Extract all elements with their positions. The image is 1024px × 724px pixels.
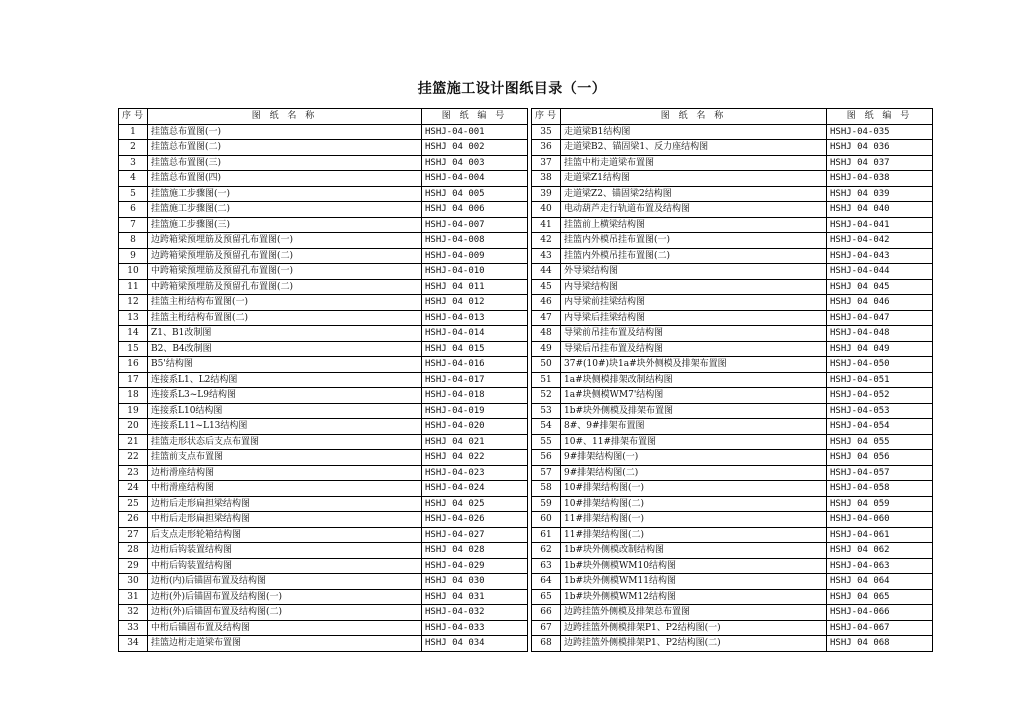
drawing-code: HSHJ-04-053: [827, 403, 933, 419]
drawing-code: HSHJ 04 021: [422, 434, 528, 450]
table-header-row: [532, 109, 933, 125]
table-row: [119, 543, 528, 559]
table-row: [119, 558, 528, 574]
drawing-name: 挂篮总布置图(四): [148, 171, 422, 187]
row-number: 29: [119, 558, 148, 574]
drawing-name: 挂篮走形状态后支点布置图: [148, 434, 422, 450]
drawing-name: 走道梁Z2、锚固梁2结构图: [561, 186, 827, 202]
drawing-code: HSHJ-04-035: [827, 124, 933, 140]
drawing-code: HSHJ-04-063: [827, 558, 933, 574]
drawing-name: 内导梁结构图: [561, 279, 827, 295]
drawing-name: 导梁后吊挂布置及结构图: [561, 341, 827, 357]
drawing-code: HSHJ-04-027: [422, 527, 528, 543]
drawing-code: HSHJ-04-054: [827, 419, 933, 435]
table-row: [119, 310, 528, 326]
table-row: [532, 233, 933, 249]
row-number: 18: [119, 388, 148, 404]
row-number: 31: [119, 589, 148, 605]
drawing-name: 挂篮主桁结构布置图(一): [148, 295, 422, 311]
drawing-code: HSHJ-04-048: [827, 326, 933, 342]
drawing-name: 边跨挂篮外侧模排架P1、P2结构图(一): [561, 620, 827, 636]
table-row: [532, 155, 933, 171]
table-row: [119, 326, 528, 342]
row-number: 40: [532, 202, 561, 218]
drawing-code: HSHJ 04 046: [827, 295, 933, 311]
drawing-code: HSHJ 04 022: [422, 450, 528, 466]
row-number: 64: [532, 574, 561, 590]
row-number: 38: [532, 171, 561, 187]
drawing-name: 37#(10#)块1a#块外侧模及排架布置图: [561, 357, 827, 373]
table-row: [119, 248, 528, 264]
drawing-name: 连接系L1、L2结构图: [148, 372, 422, 388]
drawing-name: 11#排架结构图(二): [561, 527, 827, 543]
drawing-name: 11#排架结构图(一): [561, 512, 827, 528]
row-number: 60: [532, 512, 561, 528]
table-row: [532, 217, 933, 233]
drawing-code: HSHJ-04-052: [827, 388, 933, 404]
table-row: [532, 450, 933, 466]
table-row: [119, 620, 528, 636]
row-number: 44: [532, 264, 561, 280]
drawing-code: HSHJ-04-019: [422, 403, 528, 419]
drawing-code: HSHJ-04-026: [422, 512, 528, 528]
drawing-name: 1b#块外侧模WM12结构图: [561, 589, 827, 605]
drawing-code: HSHJ-04-004: [422, 171, 528, 187]
drawing-code: HSHJ 04 003: [422, 155, 528, 171]
drawing-code: HSHJ-04-057: [827, 465, 933, 481]
table-row: [119, 341, 528, 357]
row-number: 4: [119, 171, 148, 187]
drawing-name: 连接系L10结构图: [148, 403, 422, 419]
table-row: [119, 357, 528, 373]
drawing-name: 边跨挂篮外侧模及排架总布置图: [561, 605, 827, 621]
table-row: [532, 403, 933, 419]
drawing-name: 1a#块侧模排架改制结构图: [561, 372, 827, 388]
row-number: 63: [532, 558, 561, 574]
drawing-name: 1b#块外侧模WM11结构图: [561, 574, 827, 590]
row-number: 52: [532, 388, 561, 404]
row-number: 51: [532, 372, 561, 388]
drawing-name: 挂篮施工步骤图(二): [148, 202, 422, 218]
drawing-name: 1b#块外侧模改制结构图: [561, 543, 827, 559]
row-number: 57: [532, 465, 561, 481]
header-no: 序号: [532, 109, 561, 125]
drawing-list-table-right: [531, 108, 933, 652]
table-row: [119, 434, 528, 450]
table-row: [532, 419, 933, 435]
row-number: 27: [119, 527, 148, 543]
drawing-code: HSHJ 04 036: [827, 140, 933, 156]
row-number: 47: [532, 310, 561, 326]
drawing-code: HSHJ 04 037: [827, 155, 933, 171]
drawing-name: 中桁后走形扁担梁结构图: [148, 512, 422, 528]
drawing-name: 挂篮中桁走道梁布置图: [561, 155, 827, 171]
table-row: [119, 233, 528, 249]
row-number: 46: [532, 295, 561, 311]
drawing-code: HSHJ-04-029: [422, 558, 528, 574]
row-number: 14: [119, 326, 148, 342]
drawing-name: 挂篮边桁走道梁布置图: [148, 636, 422, 652]
drawing-code: HSHJ-04-033: [422, 620, 528, 636]
drawing-name: 中桁滑座结构图: [148, 481, 422, 497]
row-number: 25: [119, 496, 148, 512]
drawing-code: HSHJ-04-038: [827, 171, 933, 187]
table-row: [532, 589, 933, 605]
table-row: [119, 186, 528, 202]
table-row: [532, 248, 933, 264]
table-row: [532, 574, 933, 590]
table-row: [119, 450, 528, 466]
table-row: [119, 279, 528, 295]
row-number: 62: [532, 543, 561, 559]
table-row: [532, 543, 933, 559]
drawing-code: HSHJ-04-018: [422, 388, 528, 404]
drawing-code: HSHJ 04 039: [827, 186, 933, 202]
table-row: [119, 419, 528, 435]
drawing-name: 边桁(外)后锚固布置及结构图(二): [148, 605, 422, 621]
row-number: 66: [532, 605, 561, 621]
drawing-code: HSHJ-04-043: [827, 248, 933, 264]
drawing-name: 中桁后钩装置结构图: [148, 558, 422, 574]
table-row: [532, 341, 933, 357]
drawing-name: 边跨箱梁预埋筋及预留孔布置图(一): [148, 233, 422, 249]
row-number: 12: [119, 295, 148, 311]
header-name: 图 纸 名 称: [561, 109, 827, 125]
drawing-code: HSHJ-04-051: [827, 372, 933, 388]
drawing-code: HSHJ 04 062: [827, 543, 933, 559]
drawing-name: 挂篮内外模吊挂布置图(一): [561, 233, 827, 249]
table-row: [119, 589, 528, 605]
drawing-name: 边桁(内)后锚固布置及结构图: [148, 574, 422, 590]
row-number: 28: [119, 543, 148, 559]
row-number: 30: [119, 574, 148, 590]
row-number: 49: [532, 341, 561, 357]
drawing-name: 中桁后锚固布置及结构图: [148, 620, 422, 636]
row-number: 59: [532, 496, 561, 512]
drawing-code: HSHJ-04-060: [827, 512, 933, 528]
drawing-code: HSHJ-04-044: [827, 264, 933, 280]
drawing-code: HSHJ-04-047: [827, 310, 933, 326]
drawing-code: HSHJ-04-024: [422, 481, 528, 497]
drawing-code: HSHJ 04 034: [422, 636, 528, 652]
drawing-name: 10#排架结构图(一): [561, 481, 827, 497]
table-row: [532, 558, 933, 574]
table-row: [532, 605, 933, 621]
header-name: 图 纸 名 称: [148, 109, 422, 125]
row-number: 3: [119, 155, 148, 171]
drawing-name: 后支点走形轮箱结构图: [148, 527, 422, 543]
drawing-code: HSHJ-04-020: [422, 419, 528, 435]
table-row: [532, 527, 933, 543]
drawing-name: 挂篮总布置图(一): [148, 124, 422, 140]
table-row: [119, 124, 528, 140]
table-row: [532, 171, 933, 187]
drawing-code: HSHJ 04 055: [827, 434, 933, 450]
drawing-code: HSHJ-04-066: [827, 605, 933, 621]
table-row: [119, 605, 528, 621]
drawing-code: HSHJ 04 031: [422, 589, 528, 605]
table-row: [532, 481, 933, 497]
row-number: 32: [119, 605, 148, 621]
table-row: [119, 295, 528, 311]
table-row: [119, 496, 528, 512]
row-number: 16: [119, 357, 148, 373]
table-row: [532, 388, 933, 404]
row-number: 17: [119, 372, 148, 388]
drawing-code: HSHJ 04 025: [422, 496, 528, 512]
row-number: 20: [119, 419, 148, 435]
row-number: 56: [532, 450, 561, 466]
row-number: 65: [532, 589, 561, 605]
drawing-code: HSHJ-04-001: [422, 124, 528, 140]
row-number: 15: [119, 341, 148, 357]
row-number: 68: [532, 636, 561, 652]
drawing-code: HSHJ 04 030: [422, 574, 528, 590]
drawing-name: 挂篮前上横梁结构图: [561, 217, 827, 233]
drawing-name: 走道梁B1结构图: [561, 124, 827, 140]
drawing-code: HSHJ 04 059: [827, 496, 933, 512]
row-number: 45: [532, 279, 561, 295]
drawing-code: HSHJ-04-016: [422, 357, 528, 373]
drawing-code: HSHJ 04 005: [422, 186, 528, 202]
drawing-code: HSHJ-04-014: [422, 326, 528, 342]
row-number: 36: [532, 140, 561, 156]
drawing-code: HSHJ 04 065: [827, 589, 933, 605]
table-row: [119, 481, 528, 497]
row-number: 13: [119, 310, 148, 326]
drawing-name: B2、B4改制图: [148, 341, 422, 357]
drawing-name: 10#、11#排架布置图: [561, 434, 827, 450]
drawing-name: 走道梁Z1结构图: [561, 171, 827, 187]
drawing-name: 走道梁B2、锚固梁1、反力座结构图: [561, 140, 827, 156]
drawing-name: 10#排架结构图(二): [561, 496, 827, 512]
table-row: [119, 202, 528, 218]
row-number: 48: [532, 326, 561, 342]
row-number: 9: [119, 248, 148, 264]
table-row: [119, 264, 528, 280]
table-row: [119, 217, 528, 233]
table-header-row: [119, 109, 528, 125]
table-row: [119, 155, 528, 171]
drawing-code: HSHJ-04-050: [827, 357, 933, 373]
row-number: 22: [119, 450, 148, 466]
row-number: 42: [532, 233, 561, 249]
row-number: 43: [532, 248, 561, 264]
drawing-name: 边桁滑座结构图: [148, 465, 422, 481]
row-number: 58: [532, 481, 561, 497]
row-number: 5: [119, 186, 148, 202]
row-number: 1: [119, 124, 148, 140]
table-row: [532, 326, 933, 342]
table-row: [532, 140, 933, 156]
drawing-code: HSHJ-04-067: [827, 620, 933, 636]
table-row: [532, 434, 933, 450]
table-row: [119, 465, 528, 481]
drawing-code: HSHJ-04-061: [827, 527, 933, 543]
row-number: 50: [532, 357, 561, 373]
row-number: 37: [532, 155, 561, 171]
table-row: [119, 574, 528, 590]
row-number: 24: [119, 481, 148, 497]
drawing-name: 中跨箱梁预埋筋及预留孔布置图(二): [148, 279, 422, 295]
drawing-code: HSHJ 04 006: [422, 202, 528, 218]
row-number: 33: [119, 620, 148, 636]
table-row: [532, 202, 933, 218]
row-number: 39: [532, 186, 561, 202]
row-number: 10: [119, 264, 148, 280]
drawing-code: HSHJ-04-017: [422, 372, 528, 388]
drawing-name: 连接系L11~L13结构图: [148, 419, 422, 435]
row-number: 35: [532, 124, 561, 140]
table-row: [532, 279, 933, 295]
row-number: 6: [119, 202, 148, 218]
drawing-name: 挂篮前支点布置图: [148, 450, 422, 466]
drawing-name: 9#排架结构图(一): [561, 450, 827, 466]
row-number: 8: [119, 233, 148, 249]
drawing-name: 挂篮施工步骤图(一): [148, 186, 422, 202]
table-row: [532, 124, 933, 140]
drawing-name: 边桁(外)后锚固布置及结构图(一): [148, 589, 422, 605]
drawing-code: HSHJ-04-007: [422, 217, 528, 233]
table-row: [532, 372, 933, 388]
row-number: 21: [119, 434, 148, 450]
drawing-code: HSHJ 04 068: [827, 636, 933, 652]
table-row: [119, 140, 528, 156]
drawing-code: HSHJ 04 011: [422, 279, 528, 295]
drawing-code: HSHJ-04-008: [422, 233, 528, 249]
row-number: 55: [532, 434, 561, 450]
row-number: 34: [119, 636, 148, 652]
table-row: [119, 372, 528, 388]
drawing-name: 边桁后钩装置结构图: [148, 543, 422, 559]
drawing-name: 挂篮主桁结构布置图(二): [148, 310, 422, 326]
page-title: 挂篮施工设计图纸目录（一）: [417, 81, 607, 97]
drawing-name: 内导梁前挂梁结构图: [561, 295, 827, 311]
table-row: [119, 512, 528, 528]
table-row: [532, 295, 933, 311]
table-row: [532, 357, 933, 373]
drawing-name: 内导梁后挂梁结构图: [561, 310, 827, 326]
table-row: [119, 388, 528, 404]
table-row: [119, 636, 528, 652]
table-row: [532, 264, 933, 280]
drawing-name: 9#排架结构图(二): [561, 465, 827, 481]
drawing-name: 挂篮总布置图(三): [148, 155, 422, 171]
drawing-name: 1a#块侧模WM7'结构图: [561, 388, 827, 404]
drawing-code: HSHJ-04-032: [422, 605, 528, 621]
drawing-code: HSHJ 04 012: [422, 295, 528, 311]
row-number: 54: [532, 419, 561, 435]
drawing-name: 挂篮总布置图(二): [148, 140, 422, 156]
row-number: 41: [532, 217, 561, 233]
table-row: [532, 186, 933, 202]
drawing-name: Z1、B1改制图: [148, 326, 422, 342]
table-row: [119, 403, 528, 419]
row-number: 7: [119, 217, 148, 233]
row-number: 61: [532, 527, 561, 543]
drawing-name: B5'结构图: [148, 357, 422, 373]
row-number: 19: [119, 403, 148, 419]
drawing-code: HSHJ 04 002: [422, 140, 528, 156]
table-row: [532, 310, 933, 326]
drawing-name: 8#、9#排架布置图: [561, 419, 827, 435]
drawing-code: HSHJ-04-013: [422, 310, 528, 326]
header-code: 图 纸 编 号: [422, 109, 528, 125]
row-number: 2: [119, 140, 148, 156]
header-no: 序号: [119, 109, 148, 125]
drawing-name: 挂篮施工步骤图(三): [148, 217, 422, 233]
table-row: [532, 620, 933, 636]
drawing-code: HSHJ-04-010: [422, 264, 528, 280]
drawing-code: HSHJ-04-009: [422, 248, 528, 264]
drawing-name: 外导梁结构图: [561, 264, 827, 280]
drawing-name: 边跨挂篮外侧模排架P1、P2结构图(二): [561, 636, 827, 652]
drawing-code: HSHJ-04-041: [827, 217, 933, 233]
drawing-code: HSHJ-04-042: [827, 233, 933, 249]
drawing-name: 中跨箱梁预埋筋及预留孔布置图(一): [148, 264, 422, 280]
drawing-name: 1b#块外侧模WM10结构图: [561, 558, 827, 574]
drawing-name: 1b#块外侧模及排架布置图: [561, 403, 827, 419]
drawing-code: HSHJ 04 045: [827, 279, 933, 295]
row-number: 11: [119, 279, 148, 295]
drawing-code: HSHJ 04 015: [422, 341, 528, 357]
table-row: [119, 171, 528, 187]
table-row: [532, 636, 933, 652]
drawing-code: HSHJ-04-058: [827, 481, 933, 497]
row-number: 23: [119, 465, 148, 481]
drawing-code: HSHJ 04 056: [827, 450, 933, 466]
table-row: [532, 512, 933, 528]
drawing-code: HSHJ 04 049: [827, 341, 933, 357]
drawing-code: HSHJ 04 028: [422, 543, 528, 559]
table-row: [532, 496, 933, 512]
row-number: 26: [119, 512, 148, 528]
header-code: 图 纸 编 号: [827, 109, 933, 125]
row-number: 67: [532, 620, 561, 636]
drawing-code: HSHJ 04 040: [827, 202, 933, 218]
table-row: [532, 465, 933, 481]
drawing-code: HSHJ-04-023: [422, 465, 528, 481]
drawing-list-table-left: [118, 108, 528, 652]
table-row: [119, 527, 528, 543]
drawing-name: 挂篮内外模吊挂布置图(二): [561, 248, 827, 264]
drawing-name: 边桁后走形扁担梁结构图: [148, 496, 422, 512]
drawing-code: HSHJ 04 064: [827, 574, 933, 590]
drawing-name: 导梁前吊挂布置及结构图: [561, 326, 827, 342]
row-number: 53: [532, 403, 561, 419]
drawing-name: 电动葫芦走行轨道布置及结构图: [561, 202, 827, 218]
drawing-name: 边跨箱梁预埋筋及预留孔布置图(二): [148, 248, 422, 264]
drawing-name: 连接系L3~L9结构图: [148, 388, 422, 404]
